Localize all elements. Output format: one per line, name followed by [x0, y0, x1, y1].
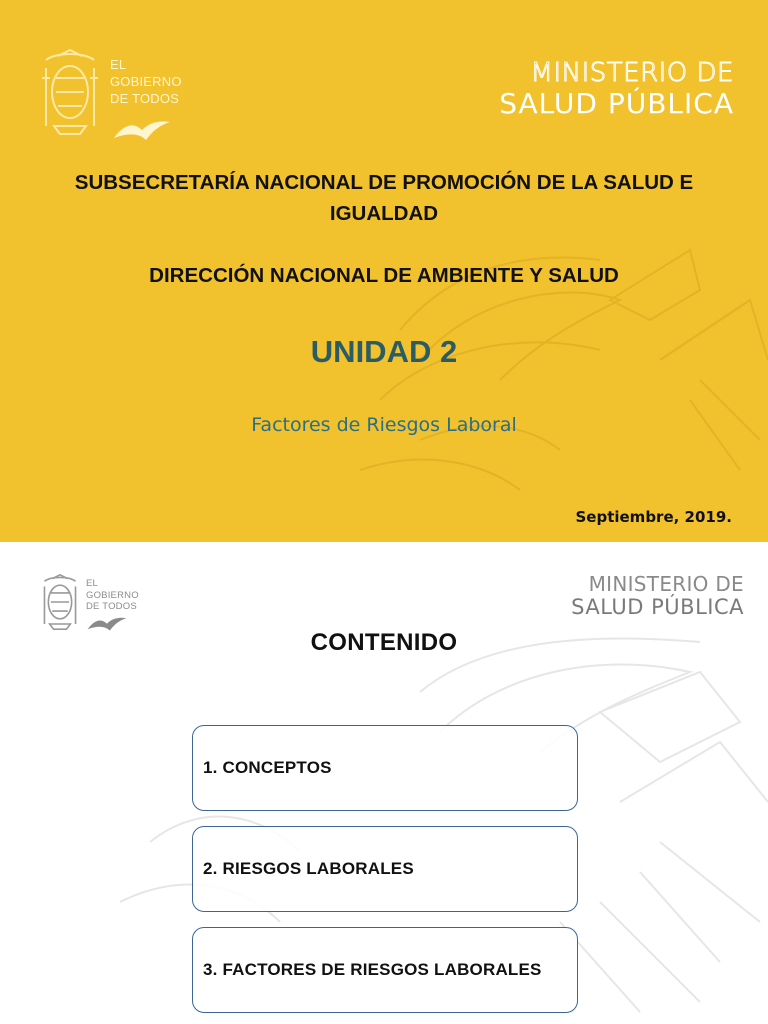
ministry-line1: MINISTERIO DE [588, 572, 744, 596]
coat-of-arms-icon [36, 48, 104, 136]
gov-logo-line1: EL [110, 57, 127, 72]
ministry-logo [499, 60, 734, 118]
unidad-title: UNIDAD 2 [310, 334, 458, 369]
gov-logo-line3: DE TODOS [110, 91, 180, 106]
toc-item-riesgos-laborales[interactable] [192, 826, 578, 912]
toc-item-factores-riesgos[interactable] [192, 927, 578, 1013]
gov-logo-text [86, 579, 139, 612]
direccion-heading: DIRECCIÓN NACIONAL DE AMBIENTE Y SALUD [149, 264, 619, 287]
toc-item-label: 2. RIESGOS LABORALES [203, 859, 414, 878]
gov-logo-text [110, 58, 182, 105]
ministry-logo [571, 574, 744, 618]
contents-title: CONTENIDO [310, 629, 458, 656]
gov-logo-line2: GOBIERNO [86, 589, 139, 601]
toc-item-label: 3. FACTORES DE RIESGOS LABORALES [203, 960, 542, 979]
toc-item-label: 1. CONCEPTOS [203, 758, 332, 777]
gov-logo-line1: EL [86, 578, 99, 589]
subsecretaria-heading: SUBSECRETARÍA NACIONAL DE PROMOCIÓN DE LA SALUD E IGUALDAD [74, 171, 694, 225]
date-label: Septiembre, 2019. [575, 508, 732, 526]
gov-logo-line2: GOBIERNO [110, 74, 182, 89]
coat-of-arms-icon [38, 572, 82, 632]
ministry-line2: SALUD PÚBLICA [499, 87, 734, 120]
gov-logo-line3: DE TODOS [86, 601, 137, 612]
gov-swoosh-icon [112, 116, 172, 142]
unit-subtitle: Factores de Riesgos Laboral [251, 414, 517, 436]
ministry-line2: SALUD PÚBLICA [571, 595, 744, 619]
toc-item-conceptos[interactable] [192, 725, 578, 811]
ministry-line1: MINISTERIO DE [530, 58, 734, 88]
